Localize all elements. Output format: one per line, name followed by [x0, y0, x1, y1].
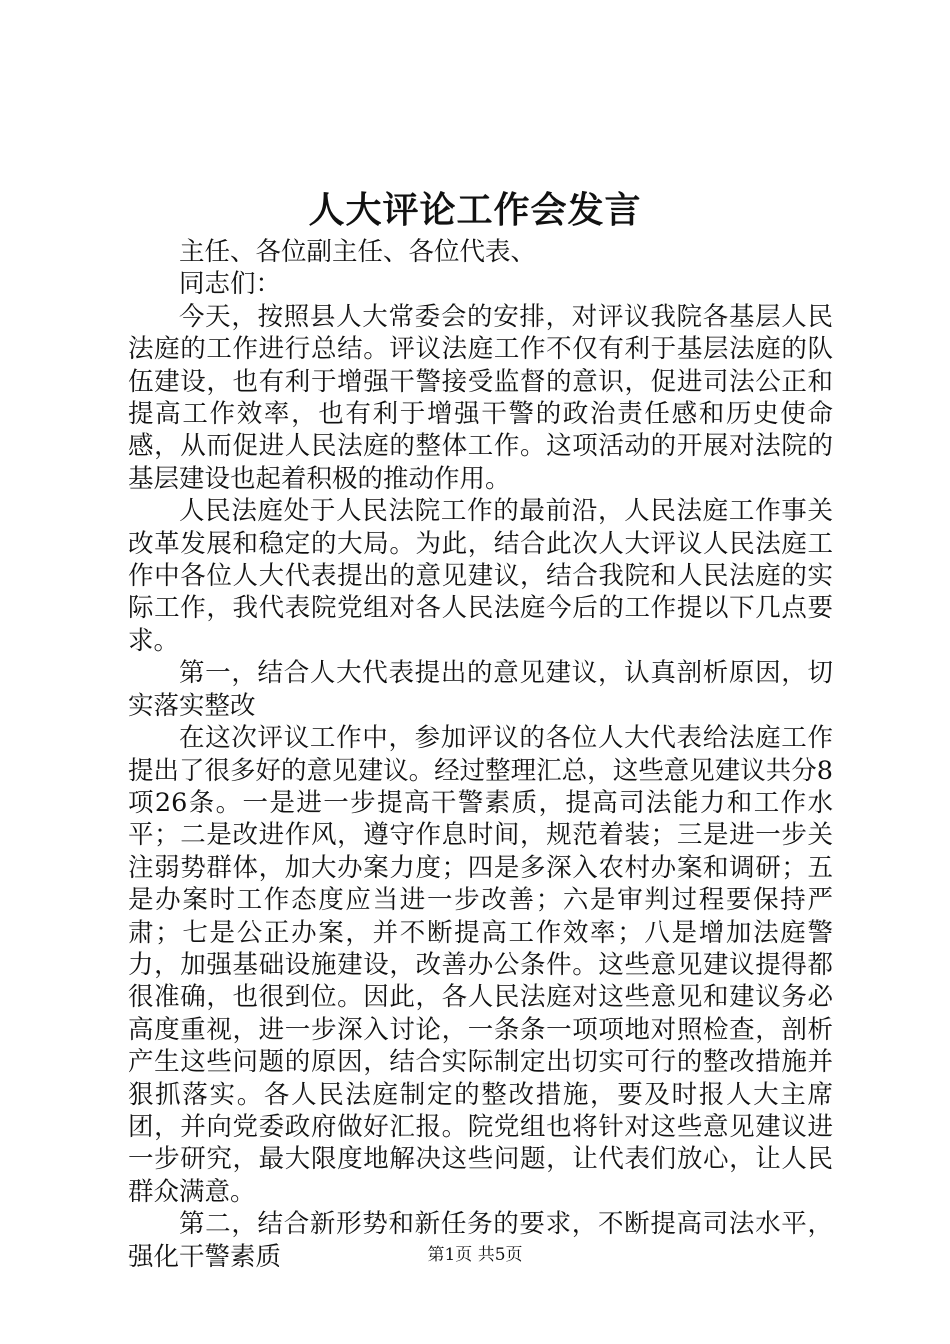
section-heading-first: 第一，结合人大代表提出的意见建议，认真剖析原因，切实落实整改: [128, 658, 833, 721]
page-number-footer: 第1页 共5页: [427, 1245, 523, 1265]
document-title: 人大评论工作会发言: [308, 189, 642, 231]
paragraph-first-details: 在这次评议工作中，参加评议的各位人大代表给法庭工作提出了很多好的意见建议。经过整理汇总，这些意见建议共分8项26条。一是进一步提高干警素质，提高司法能力和工作水平；二是改进作风，遵守作息时间，规范着装；三是进一步关注弱势群体，加大办案力度；四是多深入农村办案和调研；五是办案时工作态度应当进一步改善；六是审判过程要保持严肃；七是公正办案，并不断提高工作效率；八是增加法庭警力，加强基础设施建设，改善办公条件。这些意见建议提得都很准确，也很到位。因此，各人民法庭对这些意见和建议务必高度重视，进一步深入讨论，一条条一项项地对照检查，剖析产生这些问题的原因，结合实际制定出切实可行的整改措施并狠抓落实。各人民法庭制定的整改措施，要及时报人大主席团，并向党委政府做好汇报。院党组也将针对这些意见建议进一步研究，最大限度地解决这些问题，让代表们放心，让人民群众满意。: [128, 723, 833, 1207]
document-body: [128, 236, 833, 1273]
salutation-line-2: 同志们：: [179, 269, 282, 300]
paragraph-requirements: 人民法庭处于人民法院工作的最前沿，人民法庭工作事关改革发展和稳定的大局。为此，结合此次人大评议人民法庭工作中各位人大代表提出的意见建议，结合我院和人民法庭的实际工作，我代表院党组对各人民法庭今后的工作提以下几点要求。: [128, 496, 833, 656]
salutation-line-1: 主任、各位副主任、各位代表、: [179, 237, 537, 267]
paragraph-intro: 今天，按照县人大常委会的安排，对评议我院各基层人民法庭的工作进行总结。评议法庭工作不仅有利于基层法庭的队伍建设，也有利于增强干警接受监督的意识，促进司法公正和提高工作效率，也有利于增强干警的政治责任感和历史使命感，从而促进人民法庭的整体工作。这项活动的开展对法院的基层建设也起着积极的推动作用。: [128, 301, 833, 494]
section-heading-second: 第二，结合新形势和新任务的要求，不断提高司法水平，强化干警素质: [128, 1209, 833, 1272]
